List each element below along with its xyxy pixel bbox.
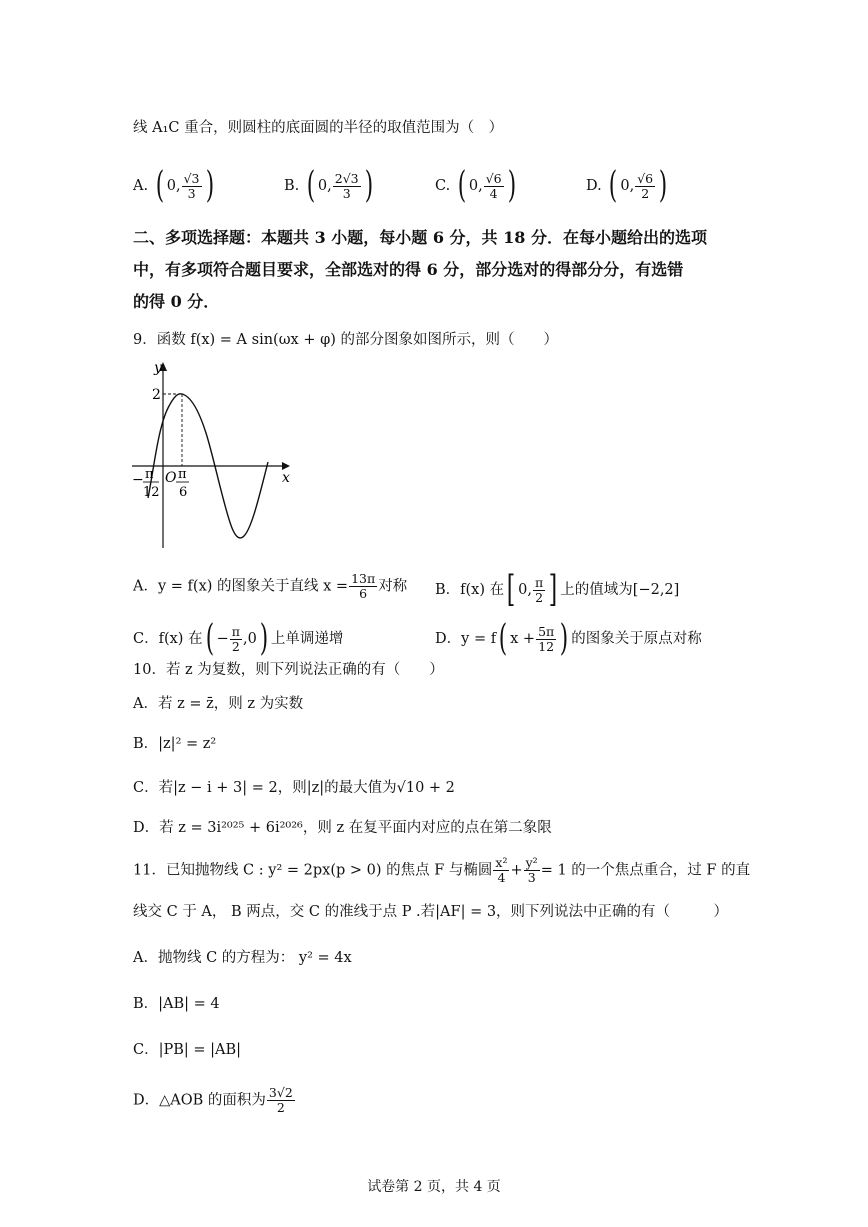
right-tick-den: 6 (179, 485, 188, 500)
q10-option-b: B．|z|² = z² (133, 736, 217, 752)
q8-option-c: C. ( 0, $\frac{√6}{4}$ ) (435, 165, 516, 206)
section2-heading-line3: 的得 0 分． (133, 292, 220, 311)
left-tick-den: 12 (143, 485, 160, 500)
q8-option-b: B. ( 0, $\frac{2√3}{3}$ ) (284, 165, 373, 206)
page-footer: 试卷第 2 页，共 4 页 (367, 1179, 501, 1195)
option-label: B. (284, 178, 300, 194)
q11-stem-line1: 11．已知抛物线 C : y² = 2px(p > 0) 的焦点 F 与椭圆 $\frac{\text{x²}}{4}$ + $\frac{\text{y²}}{3}$ = 1 的一个焦点重合，过 F 的直 (133, 855, 751, 885)
q10-stem: 10．若 z 为复数，则下列说法正确的有（ ） (133, 662, 444, 678)
q8-option-a: A. ( 0, $\frac{√3}{3}$ ) (133, 165, 214, 206)
x-axis-label: x (282, 470, 290, 486)
q9-option-d: D．y = f( x + $\frac{5\pi}{12}$ ) 的图象关于原点对称 (435, 618, 702, 659)
q9-stem: 9．函数 f(x) = A sin(ωx + φ) 的部分图象如图所示，则（ ） (133, 332, 559, 348)
q8-tail-text: 线 A₁C 重合，则圆柱的底面圆的半径的取值范围为（ ） (133, 120, 504, 136)
q10-option-c: C．若|z − i + 3| = 2，则|z|的最大值为√10 + 2 (133, 780, 455, 796)
q8-option-d: D. ( 0, $\frac{√6}{2}$ ) (586, 165, 668, 206)
q11-stem-line2: 线交 C 于 A， B 两点，交 C 的准线于点 P .若|AF| = 3，则下列说法中正确的有（ ） (133, 904, 729, 920)
option-label: A. (133, 178, 149, 194)
q11-option-c: C．|PB| = |AB| (133, 1042, 242, 1058)
q11-option-a: A．抛物线 C 的方程为： y² = 4x (133, 950, 352, 966)
q11-option-d: D．△AOB 的面积为 $\frac{3√2}{2}$ (133, 1085, 293, 1115)
q11-option-b: B．|AB| = 4 (133, 996, 220, 1012)
option-label: D. (586, 178, 602, 194)
right-tick-num: π (178, 467, 187, 482)
left-tick-sign: − (132, 472, 144, 488)
q9-option-b: B．f(x) 在[ 0, $\frac{\pi}{2}$ ] 上的值域为[−2,2] (435, 569, 680, 610)
section2-heading-line1: 二、多项选择题：本题共 3 小题，每小题 6 分，共 18 分．在每小题给出的选项 (133, 228, 707, 247)
section2-heading-line2: 中，有多项符合题目要求，全部选对的得 6 分，部分选对的得部分分，有选错 (133, 260, 684, 279)
q9-sine-graph (128, 358, 298, 558)
q9-option-c: C．f(x) 在( − $\frac{\pi}{2}$ ,0) 上单调递增 (133, 618, 344, 659)
option-label: C. (435, 178, 451, 194)
q10-option-d: D．若 z = 3i²⁰²⁵ + 6i²⁰²⁶，则 z 在复平面内对应的点在第二象限 (133, 820, 552, 836)
y-axis-label: y (154, 360, 162, 376)
q9-option-a: A．y = f(x) 的图象关于直线 x = $\frac{13\pi}{6}$ 对称 (133, 571, 408, 601)
peak-value-label: 2 (152, 387, 161, 403)
q10-option-a: A．若 z = z̄，则 z 为实数 (133, 696, 304, 712)
left-tick-num: π (145, 467, 154, 482)
origin-label: O (165, 470, 177, 486)
x-axis-arrow (282, 462, 290, 470)
